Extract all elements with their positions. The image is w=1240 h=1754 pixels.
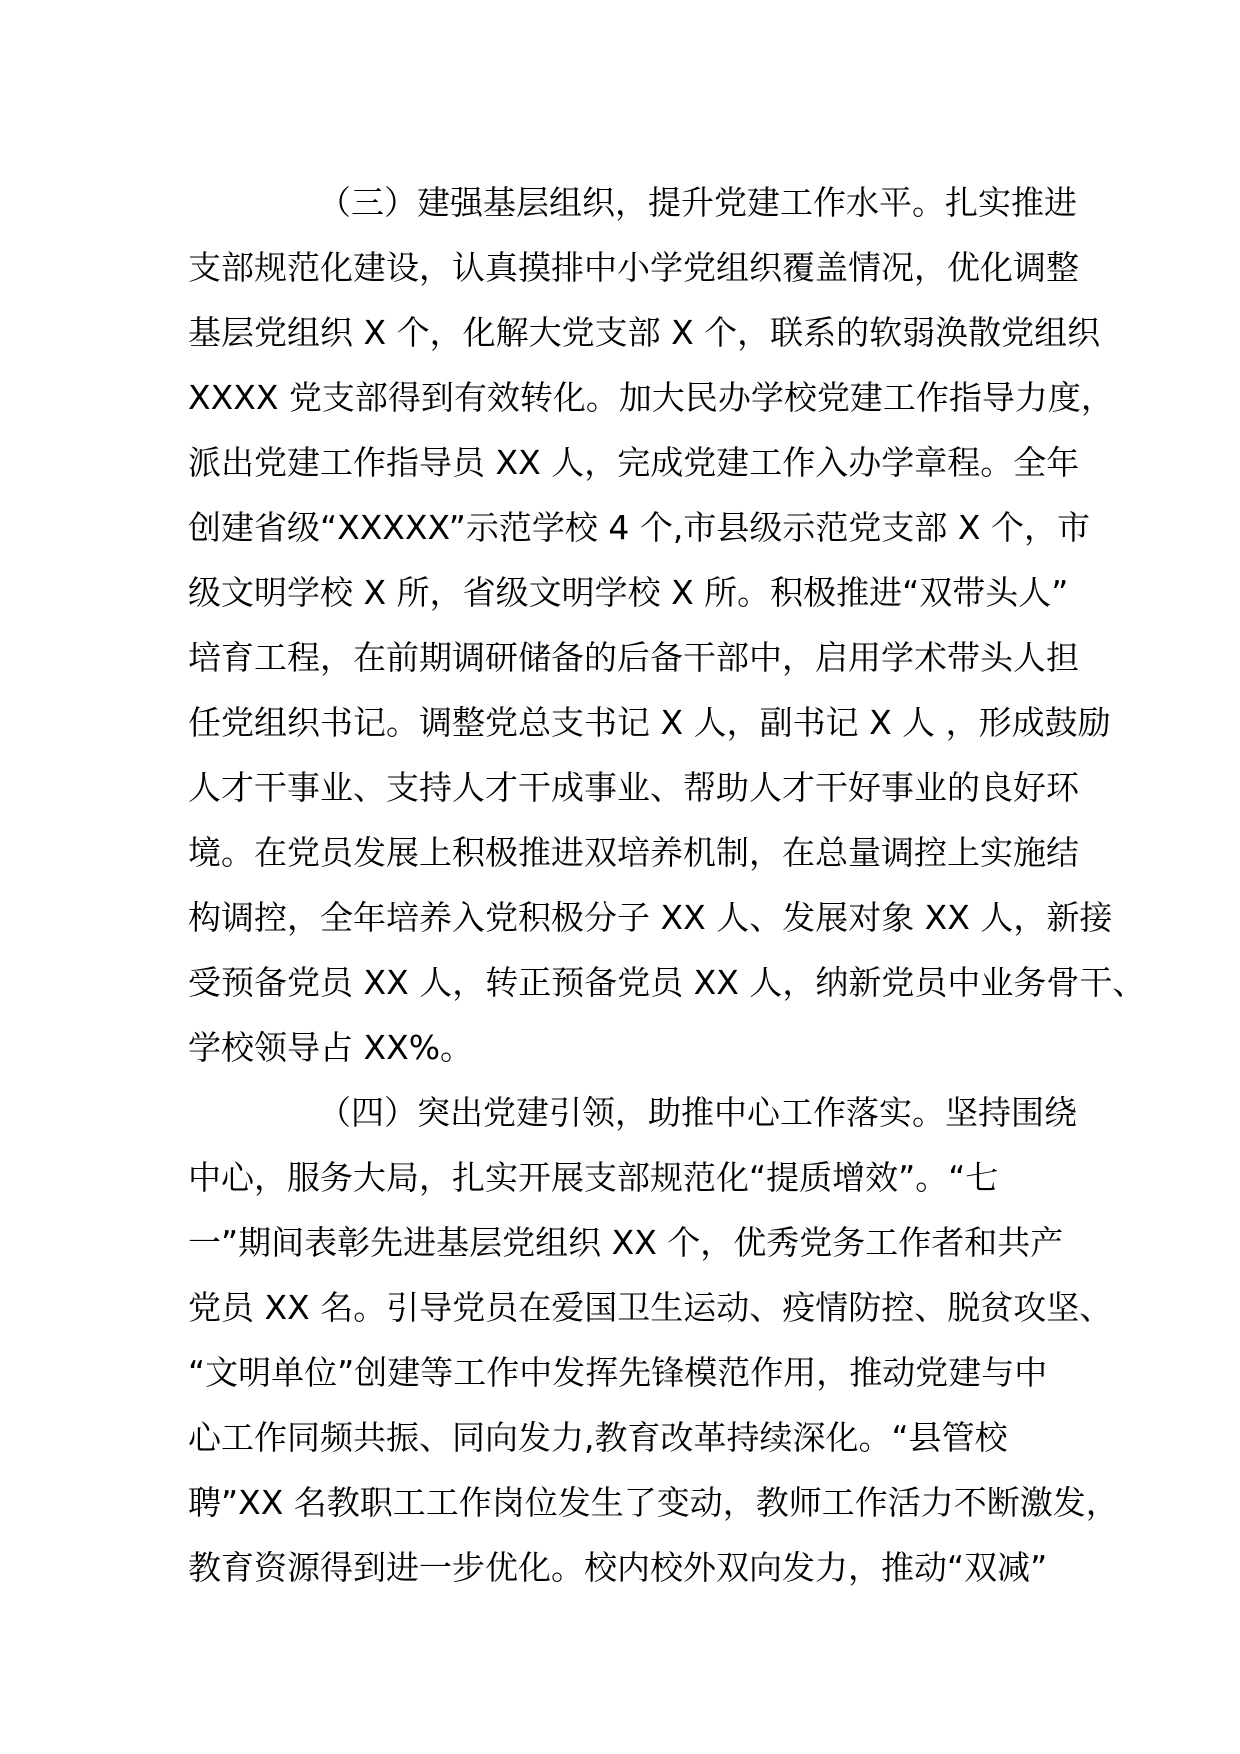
text-line: 级文明学校 X 所，省级文明学校 X 所。积极推进“双带头人” <box>188 573 1069 612</box>
text-line: 构调控，全年培养入党积极分子 XX 人、发展对象 XX 人，新接 <box>188 898 1113 937</box>
text-line: “文明单位”创建等工作中发挥先锋模范作用，推动党建与中 <box>188 1353 1048 1392</box>
text-line: 派出党建工作指导员 XX 人，完成党建工作入办学章程。全年 <box>188 443 1080 482</box>
text-line: （三）建强基层组织，提升党建工作水平。扎实推进 <box>318 183 1077 222</box>
section-3-paragraph <box>188 170 1146 1080</box>
text-line: XXXX 党支部得到有效转化。加大民办学校党建工作指导力度， <box>188 378 1114 417</box>
text-line: 一”期间表彰先进基层党组织 XX 个，优秀党务工作者和共产 <box>188 1223 1064 1262</box>
text-line: 心工作同频共振、同向发力,教育改革持续深化。“县管校 <box>188 1418 1008 1457</box>
text-line: 聘”XX 名教职工工作岗位发生了变动，教师工作活力不断激发， <box>188 1483 1119 1522</box>
text-line: 教育资源得到进一步优化。校内校外双向发力，推动“双减” <box>188 1548 1048 1587</box>
text-line: 境。在党员发展上积极推进双培养机制，在总量调控上实施结 <box>188 833 1079 872</box>
text-line: 学校领导占 XX%。 <box>188 1028 474 1067</box>
document-body <box>188 170 1146 1600</box>
text-line: 人才干事业、支持人才干成事业、帮助人才干好事业的良好环 <box>188 768 1079 807</box>
text-line: 党员 XX 名。引导党员在爱国卫生运动、疫情防控、脱贫攻坚、 <box>188 1288 1113 1327</box>
text-line: （四）突出党建引领，助推中心工作落实。坚持围绕 <box>318 1093 1077 1132</box>
text-line: 受预备党员 XX 人，转正预备党员 XX 人，纳新党员中业务骨干、 <box>188 963 1146 1002</box>
text-line: 支部规范化建设，认真摸排中小学党组织覆盖情况，优化调整 <box>188 248 1079 287</box>
text-line: 基层党组织 X 个，化解大党支部 X 个，联系的软弱涣散党组织 <box>188 313 1101 352</box>
text-line: 任党组织书记。调整党总支书记 X 人，副书记 X 人 ，形成鼓励 <box>188 703 1111 742</box>
text-line: 中心，服务大局，扎实开展支部规范化“提质增效”。“七 <box>188 1158 999 1197</box>
section-4-paragraph <box>188 1080 1119 1600</box>
text-line: 培育工程，在前期调研储备的后备干部中，启用学术带头人担 <box>188 638 1079 677</box>
text-line: 创建省级“XXXXX”示范学校 4 个,市县级示范党支部 X 个，市 <box>188 508 1090 547</box>
